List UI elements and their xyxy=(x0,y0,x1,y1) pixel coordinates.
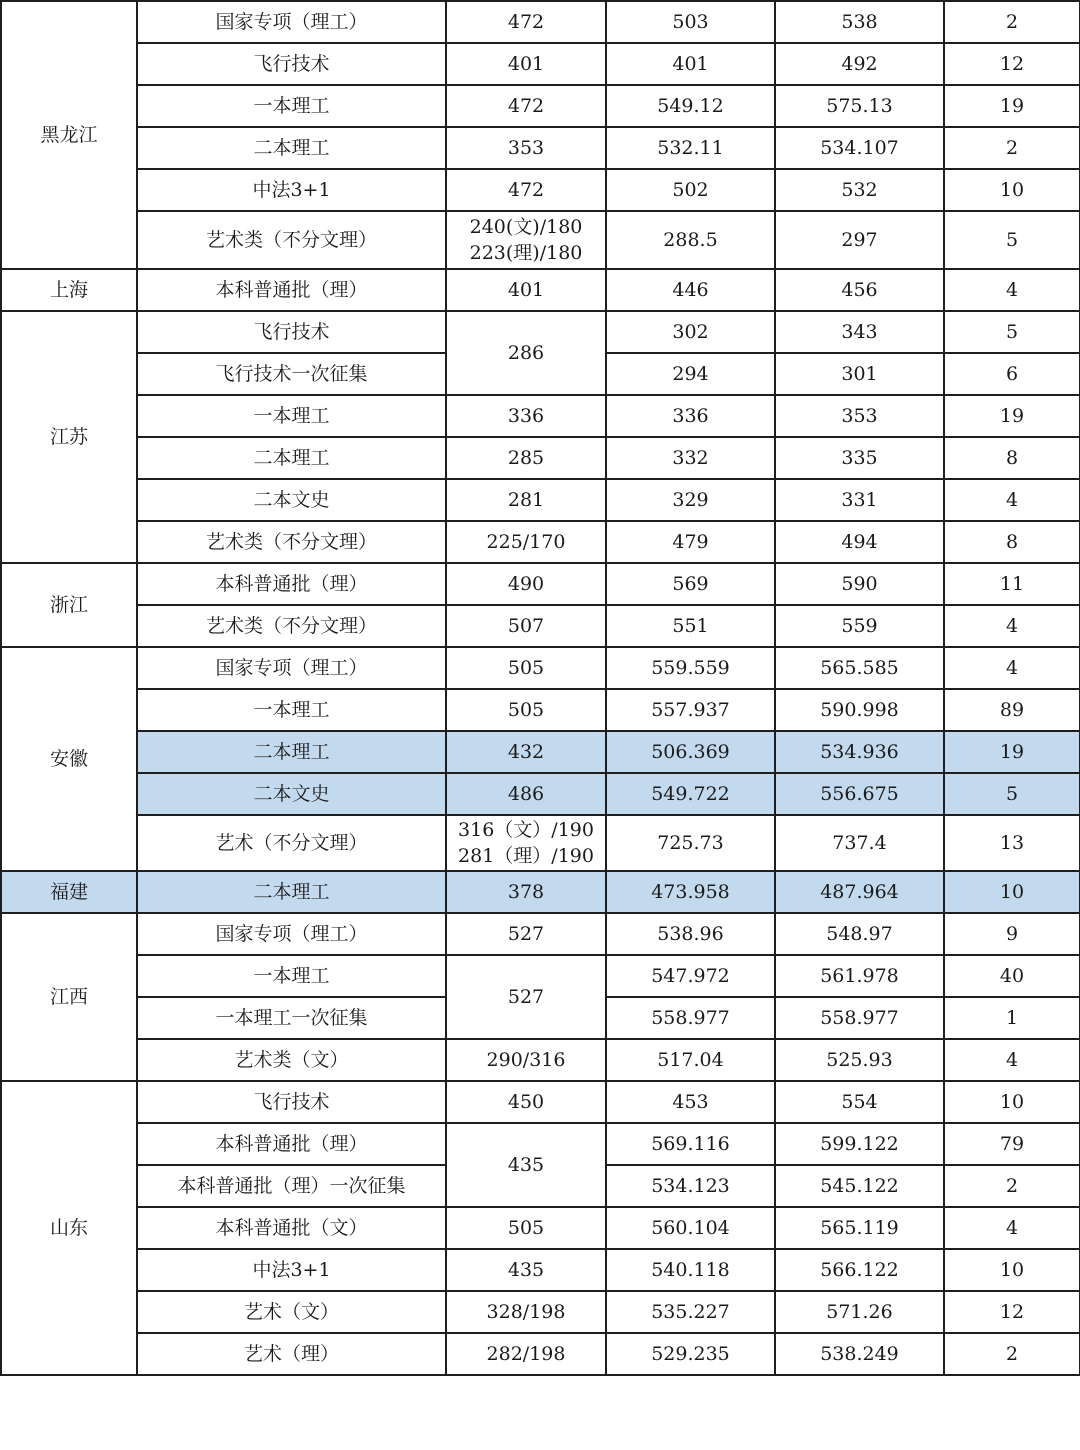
min-score-cell: 535.227 xyxy=(606,1291,775,1333)
admitted-count-cell: 1 xyxy=(944,997,1080,1039)
batch-cell: 艺术类（不分文理） xyxy=(137,211,446,269)
control-line-cell: 435 xyxy=(446,1123,606,1207)
max-score-cell: 575.13 xyxy=(775,85,944,127)
table-row xyxy=(1,1291,1080,1333)
batch-cell: 本科普通批（理） xyxy=(137,269,446,311)
batch-cell: 一本理工一次征集 xyxy=(137,997,446,1039)
table-row-highlighted xyxy=(1,871,1080,913)
admitted-count-cell: 19 xyxy=(944,395,1080,437)
batch-cell: 二本理工 xyxy=(137,437,446,479)
max-score-cell: 538 xyxy=(775,1,944,43)
control-line-cell: 281 xyxy=(446,479,606,521)
table-row xyxy=(1,1207,1080,1249)
batch-cell: 艺术类（不分文理） xyxy=(137,605,446,647)
min-score-cell: 551 xyxy=(606,605,775,647)
control-line-cell: 401 xyxy=(446,43,606,85)
table-row xyxy=(1,311,1080,353)
batch-cell: 飞行技术 xyxy=(137,311,446,353)
batch-cell: 国家专项（理工） xyxy=(137,913,446,955)
min-score-cell: 540.118 xyxy=(606,1249,775,1291)
admitted-count-cell: 4 xyxy=(944,479,1080,521)
min-score-cell: 479 xyxy=(606,521,775,563)
min-score-cell: 302 xyxy=(606,311,775,353)
table-row xyxy=(1,521,1080,563)
min-score-cell: 557.937 xyxy=(606,689,775,731)
control-line-cell: 328/198 xyxy=(446,1291,606,1333)
max-score-cell: 534.107 xyxy=(775,127,944,169)
admitted-count-cell: 2 xyxy=(944,1,1080,43)
min-score-cell: 401 xyxy=(606,43,775,85)
batch-cell: 艺术（理） xyxy=(137,1333,446,1375)
batch-cell: 艺术（不分文理） xyxy=(137,815,446,871)
admitted-count-cell: 9 xyxy=(944,913,1080,955)
admitted-count-cell: 4 xyxy=(944,1039,1080,1081)
max-score-cell: 335 xyxy=(775,437,944,479)
max-score-cell: 565.585 xyxy=(775,647,944,689)
batch-cell: 中法3+1 xyxy=(137,1249,446,1291)
min-score-cell: 446 xyxy=(606,269,775,311)
batch-cell: 一本理工 xyxy=(137,85,446,127)
min-score-cell: 558.977 xyxy=(606,997,775,1039)
max-score-cell: 331 xyxy=(775,479,944,521)
max-score-cell: 566.122 xyxy=(775,1249,944,1291)
max-score-cell: 548.97 xyxy=(775,913,944,955)
min-score-cell: 288.5 xyxy=(606,211,775,269)
admitted-count-cell: 12 xyxy=(944,43,1080,85)
admitted-count-cell: 2 xyxy=(944,1165,1080,1207)
table-row xyxy=(1,127,1080,169)
max-score-cell: 599.122 xyxy=(775,1123,944,1165)
batch-cell: 二本文史 xyxy=(137,773,446,815)
max-score-cell: 297 xyxy=(775,211,944,269)
admitted-count-cell: 10 xyxy=(944,871,1080,913)
admitted-count-cell: 5 xyxy=(944,311,1080,353)
admitted-count-cell: 4 xyxy=(944,647,1080,689)
province-cell: 浙江 xyxy=(1,563,137,647)
max-score-cell: 494 xyxy=(775,521,944,563)
table-row xyxy=(1,85,1080,127)
max-score-cell: 558.977 xyxy=(775,997,944,1039)
control-line-cell: 472 xyxy=(446,169,606,211)
min-score-cell: 517.04 xyxy=(606,1039,775,1081)
max-score-cell: 565.119 xyxy=(775,1207,944,1249)
batch-cell: 二本理工 xyxy=(137,127,446,169)
admitted-count-cell: 4 xyxy=(944,269,1080,311)
admitted-count-cell: 89 xyxy=(944,689,1080,731)
batch-cell: 一本理工 xyxy=(137,395,446,437)
batch-cell: 艺术类（不分文理） xyxy=(137,521,446,563)
min-score-cell: 559.559 xyxy=(606,647,775,689)
table-row xyxy=(1,169,1080,211)
control-line-cell: 286 xyxy=(446,311,606,395)
table-row xyxy=(1,563,1080,605)
min-score-cell: 473.958 xyxy=(606,871,775,913)
max-score-cell: 534.936 xyxy=(775,731,944,773)
province-cell: 江苏 xyxy=(1,311,137,563)
batch-cell: 艺术（文） xyxy=(137,1291,446,1333)
table-row xyxy=(1,437,1080,479)
min-score-cell: 294 xyxy=(606,353,775,395)
table-row xyxy=(1,913,1080,955)
control-line-cell: 450 xyxy=(446,1081,606,1123)
batch-cell: 飞行技术一次征集 xyxy=(137,353,446,395)
control-line-text: 316（文）/190 xyxy=(458,819,594,841)
batch-cell: 飞行技术 xyxy=(137,1081,446,1123)
control-line-cell: 282/198 xyxy=(446,1333,606,1375)
max-score-cell: 590.998 xyxy=(775,689,944,731)
table-row xyxy=(1,395,1080,437)
max-score-cell: 343 xyxy=(775,311,944,353)
control-line-cell: 486 xyxy=(446,773,606,815)
table-row xyxy=(1,43,1080,85)
control-line-cell: 290/316 xyxy=(446,1039,606,1081)
min-score-cell: 532.11 xyxy=(606,127,775,169)
province-cell: 福建 xyxy=(1,871,137,913)
batch-cell: 国家专项（理工） xyxy=(137,1,446,43)
admitted-count-cell: 11 xyxy=(944,563,1080,605)
batch-cell: 艺术类（文） xyxy=(137,1039,446,1081)
admitted-count-cell: 79 xyxy=(944,1123,1080,1165)
min-score-cell: 547.972 xyxy=(606,955,775,997)
control-line-cell xyxy=(446,815,606,871)
control-line-cell: 527 xyxy=(446,913,606,955)
max-score-cell: 301 xyxy=(775,353,944,395)
batch-cell: 飞行技术 xyxy=(137,43,446,85)
control-line-cell: 505 xyxy=(446,689,606,731)
control-line-cell: 336 xyxy=(446,395,606,437)
table-row xyxy=(1,689,1080,731)
admitted-count-cell: 19 xyxy=(944,731,1080,773)
min-score-cell: 503 xyxy=(606,1,775,43)
admitted-count-cell: 6 xyxy=(944,353,1080,395)
max-score-cell: 559 xyxy=(775,605,944,647)
admitted-count-cell: 2 xyxy=(944,127,1080,169)
batch-cell: 二本理工 xyxy=(137,871,446,913)
min-score-cell: 560.104 xyxy=(606,1207,775,1249)
province-cell: 黑龙江 xyxy=(1,1,137,269)
batch-cell: 本科普通批（理）一次征集 xyxy=(137,1165,446,1207)
control-line-cell: 472 xyxy=(446,1,606,43)
control-line-cell: 225/170 xyxy=(446,521,606,563)
province-cell: 上海 xyxy=(1,269,137,311)
min-score-cell: 329 xyxy=(606,479,775,521)
max-score-cell: 561.978 xyxy=(775,955,944,997)
control-line-cell: 378 xyxy=(446,871,606,913)
max-score-cell: 590 xyxy=(775,563,944,605)
max-score-cell: 556.675 xyxy=(775,773,944,815)
max-score-cell: 487.964 xyxy=(775,871,944,913)
control-line-cell xyxy=(446,211,606,269)
table-row xyxy=(1,1039,1080,1081)
batch-cell: 本科普通批（理） xyxy=(137,1123,446,1165)
batch-cell: 国家专项（理工） xyxy=(137,647,446,689)
batch-cell: 二本理工 xyxy=(137,731,446,773)
min-score-cell: 569 xyxy=(606,563,775,605)
admitted-count-cell: 4 xyxy=(944,605,1080,647)
province-cell: 安徽 xyxy=(1,647,137,871)
control-line-cell: 435 xyxy=(446,1249,606,1291)
min-score-cell: 549.12 xyxy=(606,85,775,127)
admitted-count-cell: 5 xyxy=(944,211,1080,269)
max-score-cell: 353 xyxy=(775,395,944,437)
table-row-highlighted xyxy=(1,773,1080,815)
max-score-cell: 538.249 xyxy=(775,1333,944,1375)
control-line-cell: 507 xyxy=(446,605,606,647)
max-score-cell: 737.4 xyxy=(775,815,944,871)
table-row xyxy=(1,955,1080,997)
min-score-cell: 336 xyxy=(606,395,775,437)
batch-cell: 本科普通批（理） xyxy=(137,563,446,605)
batch-cell: 一本理工 xyxy=(137,955,446,997)
control-line-cell: 432 xyxy=(446,731,606,773)
min-score-cell: 549.722 xyxy=(606,773,775,815)
admitted-count-cell: 8 xyxy=(944,437,1080,479)
min-score-cell: 502 xyxy=(606,169,775,211)
province-cell: 江西 xyxy=(1,913,137,1081)
control-line-cell: 285 xyxy=(446,437,606,479)
min-score-cell: 529.235 xyxy=(606,1333,775,1375)
admitted-count-cell: 8 xyxy=(944,521,1080,563)
admitted-count-cell: 10 xyxy=(944,1249,1080,1291)
table-row xyxy=(1,815,1080,871)
max-score-cell: 554 xyxy=(775,1081,944,1123)
batch-cell: 二本文史 xyxy=(137,479,446,521)
min-score-cell: 506.369 xyxy=(606,731,775,773)
max-score-cell: 492 xyxy=(775,43,944,85)
table-row xyxy=(1,479,1080,521)
max-score-cell: 525.93 xyxy=(775,1039,944,1081)
table-row xyxy=(1,1333,1080,1375)
control-line-cell: 527 xyxy=(446,955,606,1039)
table-row xyxy=(1,647,1080,689)
admitted-count-cell: 5 xyxy=(944,773,1080,815)
min-score-cell: 332 xyxy=(606,437,775,479)
max-score-cell: 545.122 xyxy=(775,1165,944,1207)
batch-cell: 一本理工 xyxy=(137,689,446,731)
max-score-cell: 571.26 xyxy=(775,1291,944,1333)
table-row xyxy=(1,269,1080,311)
admitted-count-cell: 4 xyxy=(944,1207,1080,1249)
control-line-cell: 505 xyxy=(446,647,606,689)
table-row xyxy=(1,1081,1080,1123)
control-line-text: 240(文)/180 xyxy=(469,216,583,238)
control-line-cell: 353 xyxy=(446,127,606,169)
table-row xyxy=(1,211,1080,269)
max-score-cell: 456 xyxy=(775,269,944,311)
table-row xyxy=(1,1,1080,43)
control-line-cell: 472 xyxy=(446,85,606,127)
control-line-cell: 401 xyxy=(446,269,606,311)
control-line-cell: 490 xyxy=(446,563,606,605)
table-row-highlighted xyxy=(1,731,1080,773)
admitted-count-cell: 19 xyxy=(944,85,1080,127)
batch-cell: 中法3+1 xyxy=(137,169,446,211)
admitted-count-cell: 12 xyxy=(944,1291,1080,1333)
min-score-cell: 538.96 xyxy=(606,913,775,955)
min-score-cell: 534.123 xyxy=(606,1165,775,1207)
province-cell: 山东 xyxy=(1,1081,137,1375)
admitted-count-cell: 10 xyxy=(944,1081,1080,1123)
admitted-count-cell: 10 xyxy=(944,169,1080,211)
admitted-count-cell: 40 xyxy=(944,955,1080,997)
max-score-cell: 532 xyxy=(775,169,944,211)
min-score-cell: 569.116 xyxy=(606,1123,775,1165)
table-row xyxy=(1,1249,1080,1291)
min-score-cell: 453 xyxy=(606,1081,775,1123)
admitted-count-cell: 2 xyxy=(944,1333,1080,1375)
control-line-text: 223(理)/180 xyxy=(469,242,583,264)
table-row xyxy=(1,605,1080,647)
batch-cell: 本科普通批（文） xyxy=(137,1207,446,1249)
control-line-cell: 505 xyxy=(446,1207,606,1249)
min-score-cell: 725.73 xyxy=(606,815,775,871)
admitted-count-cell: 13 xyxy=(944,815,1080,871)
table-row xyxy=(1,1123,1080,1165)
control-line-text: 281（理）/190 xyxy=(458,845,594,867)
